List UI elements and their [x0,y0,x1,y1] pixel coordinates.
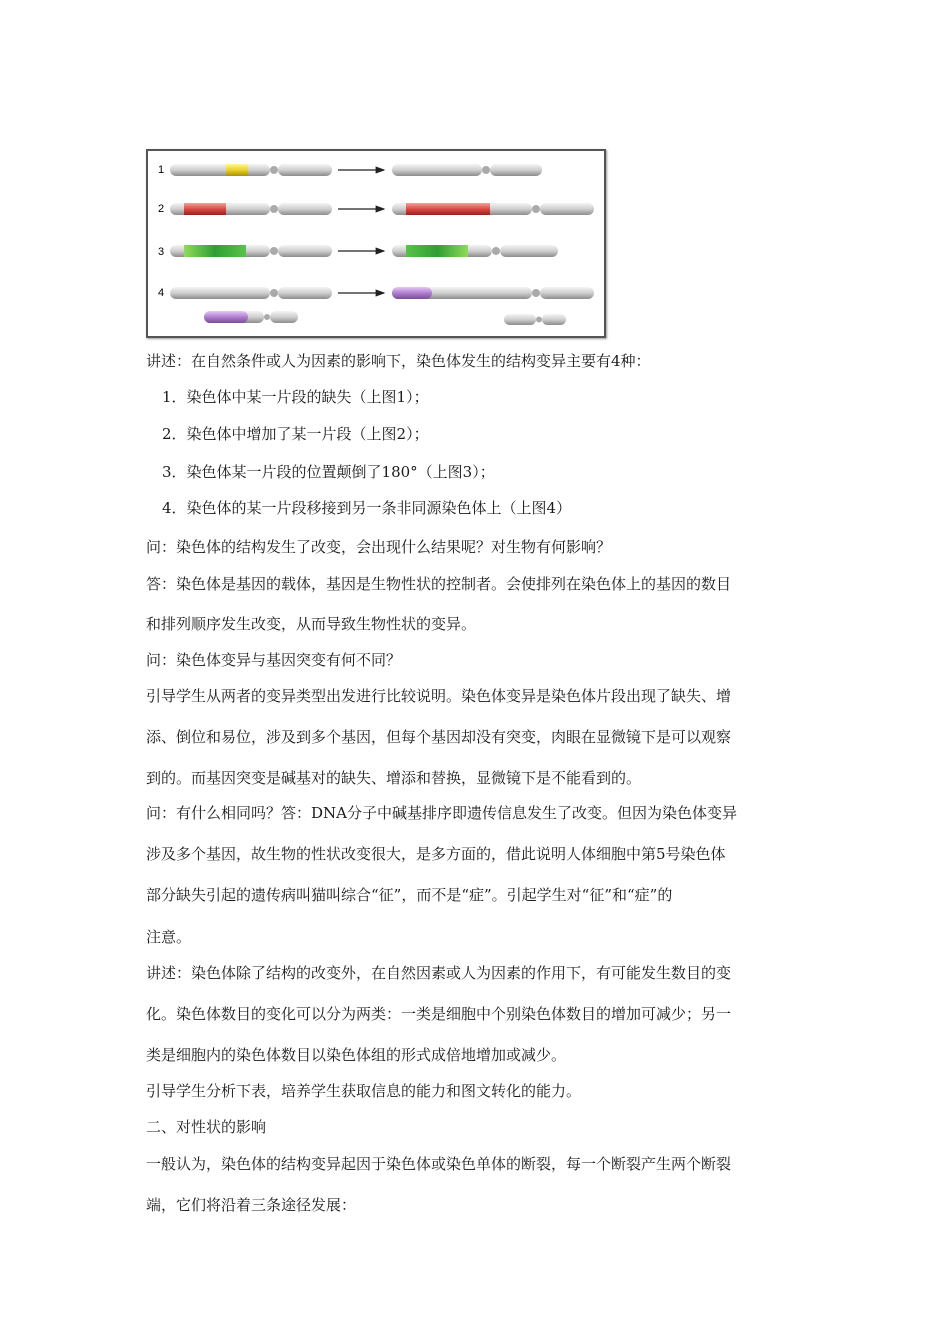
paragraph-line: 一般认为，染色体的结构变异起因于染色体或染色单体的断裂，每一个断裂产生两个断裂 [146,1155,732,1173]
chromosome-diagram [148,151,604,336]
row-4-original-chromosome-a [170,287,332,299]
paragraph-line: 引导学生分析下表，培养学生获取信息的能力和图文转化的能力。 [146,1082,582,1100]
row-4-result-chromosome-b [504,314,566,325]
chromosome-variation-figure [146,149,606,338]
variation-item-3: 3．染色体某一片段的位置颠倒了180°（上图3）； [162,463,495,481]
row-label-3: 3 [158,246,165,258]
row-3-original-chromosome [170,245,332,257]
row-4-result-chromosome-a [392,287,594,299]
row-2-original-chromosome [170,203,332,215]
variation-item-1: 1．染色体中某一片段的缺失（上图1）； [162,388,429,406]
row-label-1: 1 [158,164,165,176]
variation-item-2: 2．染色体中增加了某一片段（上图2）； [162,425,429,443]
paragraph-line: 类是细胞内的染色体数目以染色体组的形式成倍地增加或减少。 [146,1046,567,1064]
inverted-segment [184,245,246,257]
row-label-2: 2 [158,203,165,215]
row-3-result-chromosome [392,245,558,257]
paragraph-line: 添、倒位和易位，涉及到多个基因，但每个基因却没有突变，肉眼在显微镜下是可以观察 [146,728,732,746]
translocated-segment [204,311,248,323]
section-heading: 二、对性状的影响 [146,1118,267,1136]
paragraph-line: 问：有什么相同吗？答：DNA分子中碱基排序即遗传信息发生了改变。但因为染色体变异 [146,804,737,822]
row-4-original-chromosome-b [204,311,298,323]
paragraph-line: 到的。而基因突变是碱基对的缺失、增添和替换，显微镜下是不能看到的。 [146,769,642,787]
paragraph-line: 端，它们将沿着三条途径发展： [146,1196,357,1214]
paragraph-line: 问：染色体变异与基因突变有何不同？ [146,651,402,669]
paragraph-line: 和排列顺序发生改变，从而导致生物性状的变异。 [146,615,477,633]
paragraph-line: 注意。 [146,928,192,946]
row-1-original-chromosome [170,164,332,176]
paragraph-line: 问：染色体的结构发生了改变，会出现什么结果呢？对生物有何影响？ [146,538,612,556]
variation-item-4: 4．染色体的某一片段移接到另一条非同源染色体上（上图4） [162,499,572,517]
row-1-result-chromosome [392,164,542,176]
paragraph-line: 答：染色体是基因的载体，基因是生物性状的控制者。会使排列在染色体上的基因的数目 [146,575,732,593]
intro-text: 讲述：在自然条件或人为因素的影响下，染色体发生的结构变异主要有4种： [146,352,651,370]
paragraph-line: 涉及多个基因，故生物的性状改变很大，是多方面的，借此说明人体细胞中第5号染色体 [146,845,726,863]
deleted-segment [226,164,248,176]
row-label-4: 4 [158,287,165,299]
paragraph-line: 引导学生从两者的变异类型出发进行比较说明。染色体变异是染色体片段出现了缺失、增 [146,687,732,705]
paragraph-line: 部分缺失引起的遗传病叫猫叫综合“征”，而不是“症”。引起学生对“征”和“症”的 [146,886,673,904]
paragraph-line: 化。染色体数目的变化可以分为两类：一类是细胞中个别染色体数目的增加可减少；另一 [146,1005,732,1023]
duplicated-segment [184,203,226,215]
row-2-result-chromosome [392,203,594,215]
paragraph-line: 讲述：染色体除了结构的改变外，在自然因素或人为因素的作用下，有可能发生数目的变 [146,964,732,982]
